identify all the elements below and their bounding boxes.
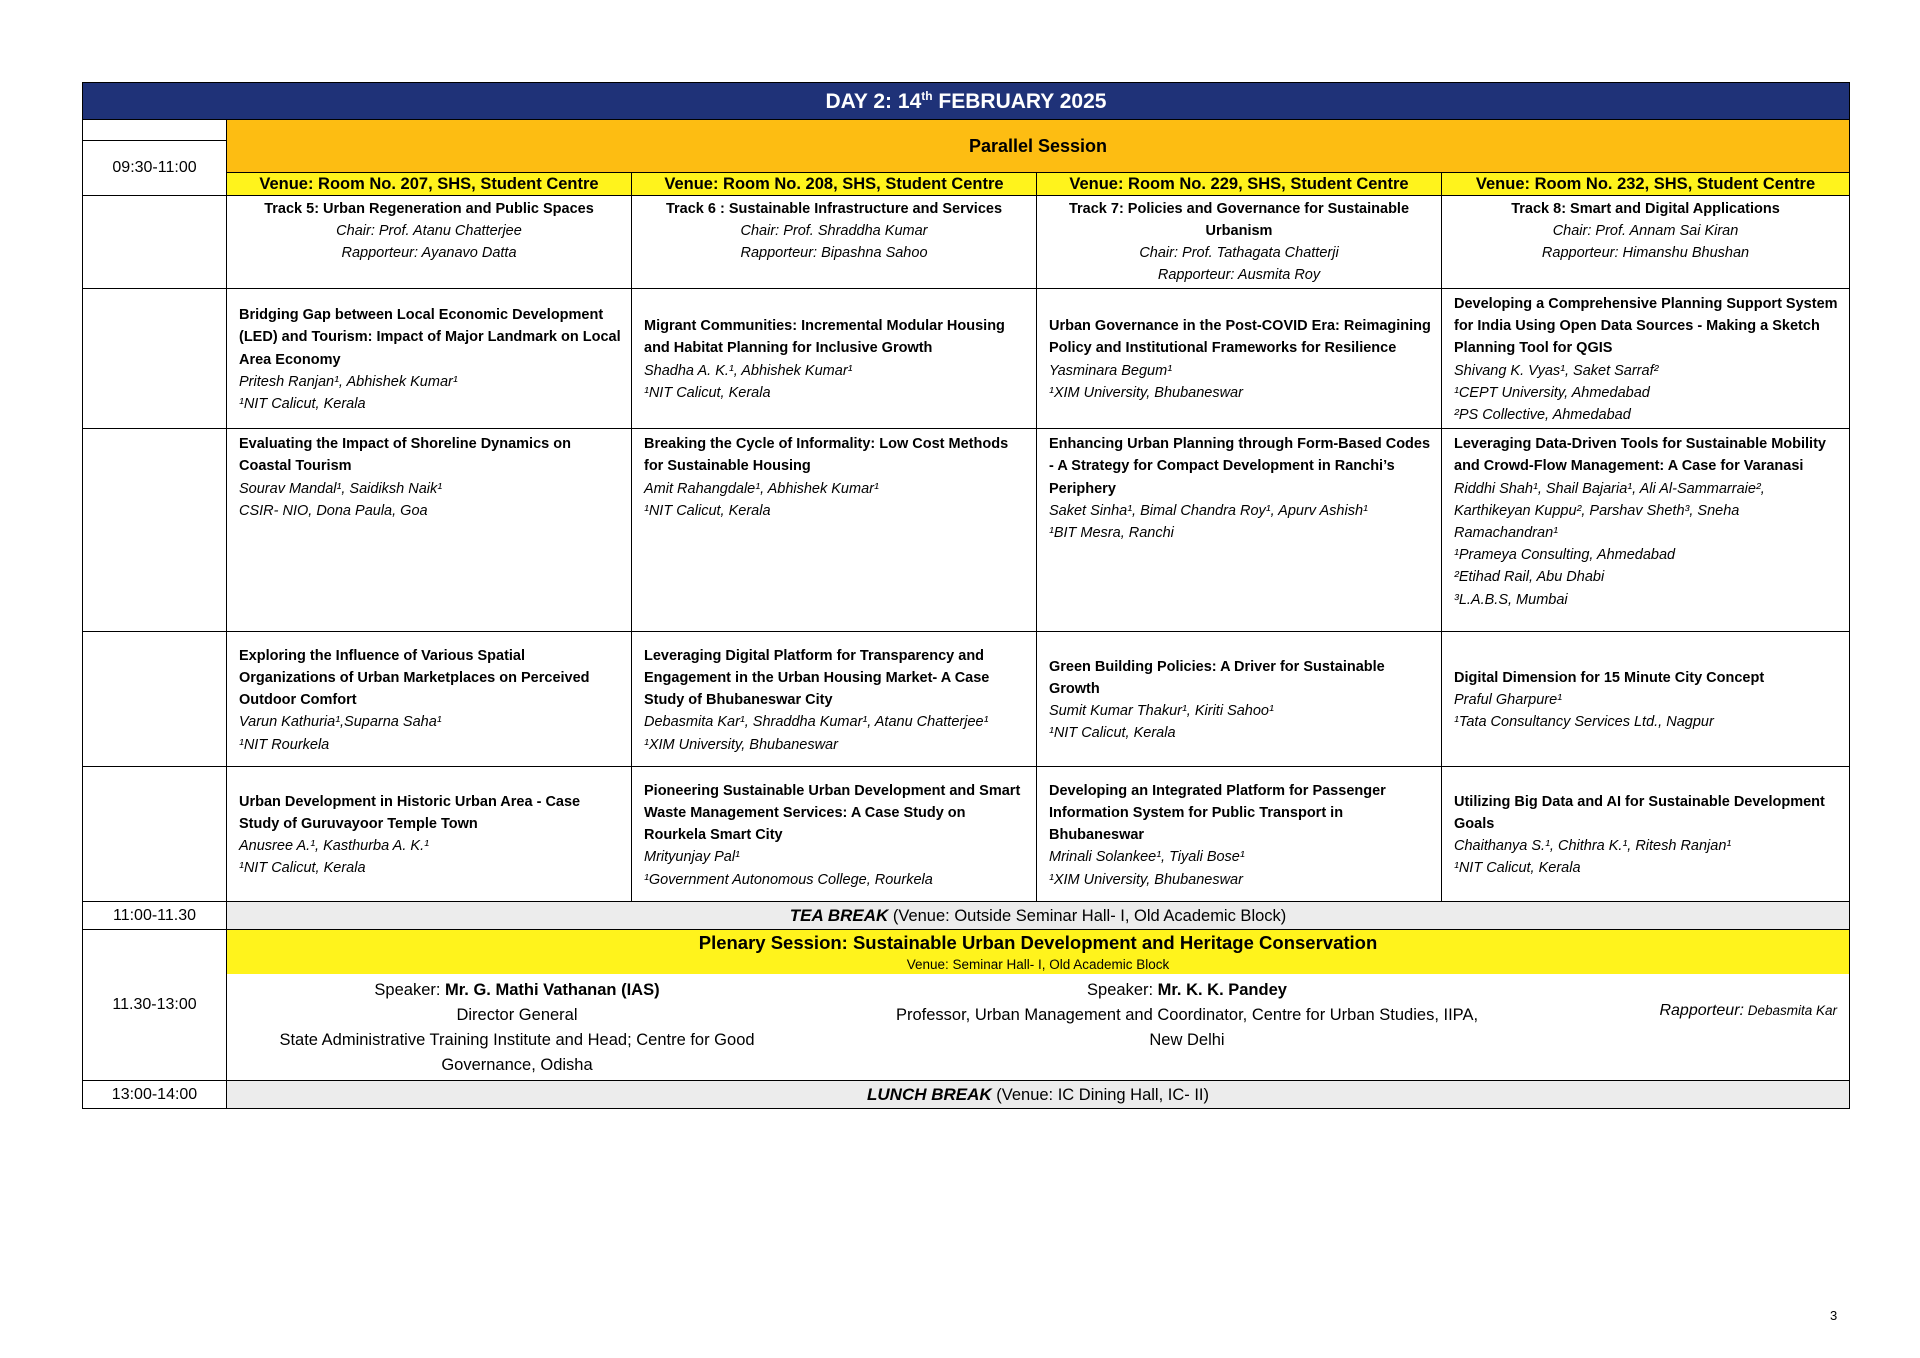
track-rapporteur: Rapporteur: Ayanavo Datta (341, 245, 517, 261)
paper-authors: Varun Kathuria¹,Suparna Saha¹ (239, 714, 442, 731)
paper-title: Urban Governance in the Post-COVID Era: Reimagining Policy and Institutional Frameworks for Resilience (1049, 318, 1431, 357)
paper-authors: Pritesh Ranjan¹, Abhishek Kumar¹ (239, 373, 458, 390)
lunch-break-label: LUNCH BREAK (867, 1084, 992, 1104)
paper-affiliation: ¹CEPT University, Ahmedabad (1454, 384, 1650, 401)
paper-affiliation: ²Etihad Rail, Abu Dhabi (1454, 569, 1605, 586)
paper-authors: Mrityunjay Pal¹ (644, 849, 740, 866)
paper-affiliation: ¹XIM University, Bhubaneswar (1049, 384, 1243, 401)
track-name: Track 6 : Sustainable Infrastructure and Services (665, 201, 1003, 217)
speaker-name: Mr. K. K. Pandey (1157, 981, 1287, 1000)
paper-affiliation: ¹NIT Rourkela (239, 736, 330, 753)
paper-title: Bridging Gap between Local Economic Development (LED) and Tourism: Impact of Major Landmark on Local Area Economy (239, 307, 621, 368)
lunch-break (227, 1081, 1850, 1109)
plenary-rapporteur: Rapporteur: Debasmita Kar (1659, 1002, 1838, 1020)
track-header (632, 196, 1037, 289)
paper-authors: Shadha A. K.¹, Abhishek Kumar¹ (644, 362, 853, 379)
paper-affiliation: ¹NIT Calicut, Kerala (239, 860, 366, 877)
paper-title: Developing an Integrated Platform for Passenger Information System for Public Transport in Bhubaneswar (1049, 782, 1386, 844)
paper-affiliation: ¹XIM University, Bhubaneswar (644, 736, 838, 753)
paper-cell (227, 429, 632, 632)
paper-title: Utilizing Big Data and AI for Sustainable Development Goals (1454, 793, 1825, 833)
tea-break-label: TEA BREAK (789, 905, 889, 925)
track-chair: Chair: Prof. Atanu Chatterjee (336, 223, 522, 239)
paper-cell (1442, 289, 1850, 429)
track-name: Track 8: Smart and Digital Applications (1511, 201, 1780, 217)
paper-authors: Mrinali Solankee¹, Tiyali Bose¹ (1049, 849, 1245, 866)
paper-authors: Saket Sinha¹, Bimal Chandra Roy¹, Apurv Ashish¹ (1049, 502, 1368, 519)
paper-authors: Anusree A.¹, Kasthurba A. K.¹ (239, 838, 429, 855)
speaker-block: Speaker: Mr. G. Mathi Vathanan (IAS) Director General State Administrative Training Institute and Head; Centre for Good Governance, Odisha (257, 978, 777, 1078)
venue-label: Venue: Room No. 208, SHS, Student Centre (632, 173, 1037, 196)
tea-break-venue: (Venue: Outside Seminar Hall- I, Old Academic Block) (888, 906, 1287, 925)
blank-time-cell (83, 767, 227, 902)
paper-cell (227, 289, 632, 429)
tea-break (227, 902, 1850, 930)
plenary-venue: Venue: Seminar Hall- I, Old Academic Block (227, 955, 1849, 974)
paper-cell (632, 429, 1037, 632)
paper-title: Leveraging Digital Platform for Transparency and Engagement in the Urban Housing Market- A Case Study of Bhubaneswar City (644, 647, 990, 709)
paper-affiliation: ¹XIM University, Bhubaneswar (1049, 871, 1243, 888)
paper-affiliation: ¹NIT Calicut, Kerala (644, 384, 771, 401)
paper-authors: Chaithanya S.¹, Chithra K.¹, Ritesh Ranjan¹ (1454, 838, 1732, 855)
venue-label: Venue: Room No. 207, SHS, Student Centre (227, 173, 632, 196)
speaker-block: Speaker: Mr. K. K. Pandey Professor, Urban Management and Coordinator, Centre for Urban Studies, IIPA, New Delhi (882, 978, 1492, 1053)
paper-affiliation: ²PS Collective, Ahmedabad (1454, 407, 1631, 424)
paper-title: Breaking the Cycle of Informality: Low Cost Methods for Sustainable Housing (644, 436, 1009, 475)
page-number: 3 (1830, 1308, 1838, 1323)
plenary-speakers (227, 974, 1849, 1080)
paper-affiliation: ³L.A.B.S, Mumbai (1454, 591, 1568, 608)
track-name: Track 5: Urban Regeneration and Public Spaces (264, 201, 594, 217)
paper-affiliation: ¹BIT Mesra, Ranchi (1049, 525, 1174, 542)
speaker-designation: Professor, Urban Management and Coordinator, Centre for Urban Studies, IIPA, New Delhi (895, 1006, 1479, 1050)
paper-title: Migrant Communities: Incremental Modular Housing and Habitat Planning for Inclusive Growth (644, 318, 1005, 357)
paper-authors: Yasminara Begum¹ (1049, 362, 1173, 379)
lunch-break-time: 13:00-14:00 (83, 1081, 227, 1109)
paper-cell (227, 767, 632, 902)
track-chair: Chair: Prof. Shraddha Kumar (740, 223, 928, 239)
paper-title: Evaluating the Impact of Shoreline Dynamics on Coastal Tourism (239, 436, 571, 475)
paper-authors: Riddhi Shah¹, Shail Bajaria¹, Ali Al-Sammarraie², Karthikeyan Kuppu², Parshav Sheth³, Sneha Ramachandran¹ (1454, 480, 1765, 542)
lunch-break-venue: (Venue: IC Dining Hall, IC- II) (991, 1085, 1209, 1104)
schedule-table (82, 82, 1850, 1109)
speaker-name: Mr. G. Mathi Vathanan (IAS) (445, 981, 660, 1000)
paper-affiliation: ¹Government Autonomous College, Rourkela (644, 871, 933, 888)
paper-affiliation: ¹NIT Calicut, Kerala (239, 395, 366, 412)
paper-authors: Amit Rahangdale¹, Abhishek Kumar¹ (644, 480, 879, 497)
paper-cell (1037, 767, 1442, 902)
paper-affiliation: ¹NIT Calicut, Kerala (1454, 860, 1581, 877)
paper-cell (632, 632, 1037, 767)
track-header (1037, 196, 1442, 289)
paper-authors: Sumit Kumar Thakur¹, Kiriti Sahoo¹ (1049, 703, 1274, 720)
paper-cell (1037, 632, 1442, 767)
track-rapporteur: Rapporteur: Bipashna Sahoo (740, 245, 928, 261)
paper-authors: Debasmita Kar¹, Shraddha Kumar¹, Atanu Chatterjee¹ (644, 714, 989, 731)
paper-title: Pioneering Sustainable Urban Development and Smart Waste Management Services: A Case Study on Rourkela Smart City (644, 782, 1021, 844)
blank-time-cell (83, 429, 227, 632)
plenary-time: 11.30-13:00 (83, 930, 227, 1081)
track-chair: Chair: Prof. Annam Sai Kiran (1552, 223, 1739, 239)
track-rapporteur: Rapporteur: Himanshu Bhushan (1541, 245, 1750, 261)
paper-title: Digital Dimension for 15 Minute City Concept (1454, 669, 1765, 686)
blank-time-cell (83, 196, 227, 289)
paper-cell (632, 289, 1037, 429)
parallel-time: 09:30-11:00 (83, 141, 227, 196)
paper-title: Enhancing Urban Planning through Form-Based Codes - A Strategy for Compact Development in Ranchi’s Periphery (1049, 436, 1431, 497)
speaker-designation: Director General (456, 1006, 578, 1025)
venue-label: Venue: Room No. 232, SHS, Student Centre (1442, 173, 1850, 196)
paper-affiliation: CSIR- NIO, Dona Paula, Goa (239, 502, 428, 519)
paper-cell (1442, 767, 1850, 902)
paper-authors: Shivang K. Vyas¹, Saket Sarraf² (1454, 362, 1659, 379)
track-header (1442, 196, 1850, 289)
track-header (227, 196, 632, 289)
paper-authors: Sourav Mandal¹, Saidiksh Naik¹ (239, 480, 443, 497)
paper-title: Leveraging Data-Driven Tools for Sustainable Mobility and Crowd-Flow Management: A Case for Varanasi (1454, 436, 1826, 475)
speaker-designation: State Administrative Training Institute and Head; Centre for Good Governance, Odisha (279, 1031, 755, 1075)
paper-affiliation: ¹Prameya Consulting, Ahmedabad (1454, 547, 1676, 564)
plenary-session (227, 930, 1850, 1081)
day-header: DAY 2: 14th FEBRUARY 2025 (83, 83, 1850, 120)
paper-cell (1037, 289, 1442, 429)
tea-break-time: 11:00-11.30 (83, 902, 227, 930)
paper-cell (632, 767, 1037, 902)
paper-cell (1442, 632, 1850, 767)
paper-cell (227, 632, 632, 767)
paper-authors: Praful Gharpure¹ (1454, 692, 1562, 709)
parallel-session-title: Parallel Session (227, 120, 1850, 173)
venue-label: Venue: Room No. 229, SHS, Student Centre (1037, 173, 1442, 196)
paper-cell (1442, 429, 1850, 632)
blank-time-cell (83, 289, 227, 429)
paper-title: Exploring the Influence of Various Spatial Organizations of Urban Marketplaces on Perceived Outdoor Comfort (239, 647, 590, 709)
paper-affiliation: ¹NIT Calicut, Kerala (1049, 725, 1176, 742)
track-chair: Chair: Prof. Tathagata Chatterji (1139, 245, 1339, 261)
paper-title: Developing a Comprehensive Planning Support System for India Using Open Data Sources - Making a Sketch Planning Tool for QGIS (1454, 296, 1838, 357)
plenary-title: Plenary Session: Sustainable Urban Development and Heritage Conservation (227, 930, 1849, 955)
blank-time-cell (83, 632, 227, 767)
blank-cell (83, 120, 227, 141)
paper-affiliation: ¹NIT Calicut, Kerala (644, 502, 771, 519)
paper-title: Urban Development in Historic Urban Area - Case Study of Guruvayoor Temple Town (239, 793, 581, 833)
paper-title: Green Building Policies: A Driver for Sustainable Growth (1049, 658, 1385, 698)
track-rapporteur: Rapporteur: Ausmita Roy (1157, 267, 1321, 283)
track-name: Track 7: Policies and Governance for Sustainable Urbanism (1068, 201, 1410, 239)
paper-affiliation: ¹Tata Consultancy Services Ltd., Nagpur (1454, 714, 1714, 731)
paper-cell (1037, 429, 1442, 632)
